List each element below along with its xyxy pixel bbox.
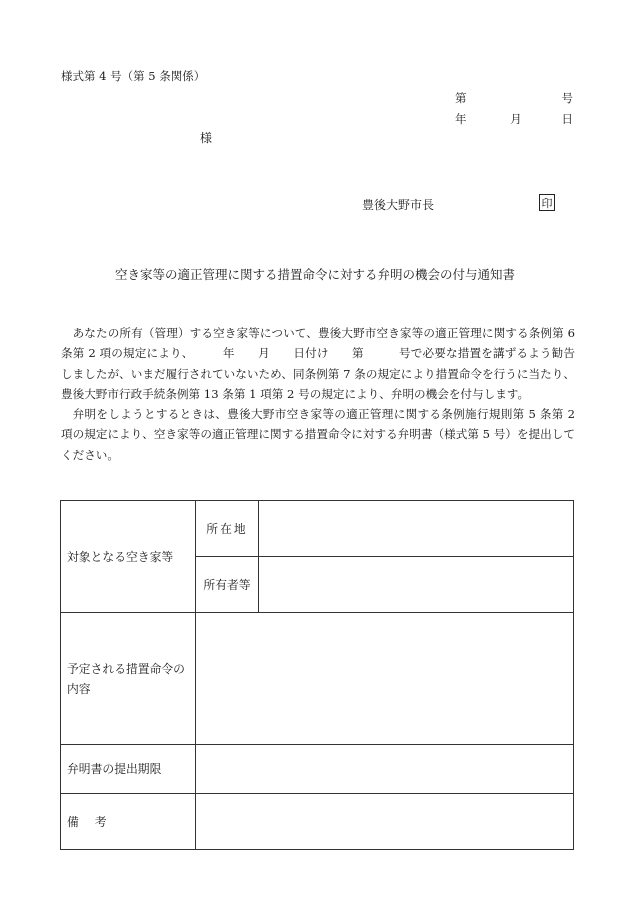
seal-mark: 印 [539, 194, 555, 211]
planned-order-value-cell [196, 613, 574, 745]
body-paragraph-2: 弁明をしようとするときは、豊後大野市空き家等の適正管理に関する条例施行規則第 5 条第 2 項の規定により、空き家等の適正管理に関する措置命令に対する弁明書（様式第 5 号）を提出してください。 [61, 407, 575, 462]
table-row [61, 745, 574, 794]
table-row [61, 794, 574, 850]
target-property-label: 対象となる空き家等 [61, 501, 196, 613]
table-row [61, 613, 574, 745]
date-row [455, 111, 573, 132]
document-number-date-block [455, 90, 573, 132]
date-year: 年 [455, 112, 467, 126]
form-number: 様式第 4 号（第 5 条関係） [61, 69, 206, 83]
submission-deadline-label: 弁明書の提出期限 [61, 745, 196, 794]
notice-details-table [60, 500, 574, 850]
date-day: 日 [561, 112, 573, 126]
issuer-title: 豊後大野市長 [362, 198, 435, 212]
planned-order-label: 予定される措置命令の内容 [61, 613, 196, 745]
submission-deadline-value-cell [196, 745, 574, 794]
owner-label: 所有者等 [196, 557, 259, 613]
body-paragraph-1: あなたの所有（管理）する空き家等について、豊後大野市空き家等の適正管理に関する条例第 6 条第 2 項の規定により、 年 月 日付け 第 号で必要な措置を講ずるよう勧告しましたが、いまだ履行されていないため、同条例第 7 条の規定により措置命令を行うに当たり、豊後大野市行政手続条例第 13 条第 1 項第 2 号の規定により、弁明の機会を付与します。 [61, 326, 575, 401]
notice-body [61, 323, 575, 465]
location-label: 所在地 [196, 501, 259, 557]
remarks-label: 備考 [61, 794, 196, 850]
location-value-cell [259, 501, 574, 557]
document-number-row [455, 90, 573, 111]
document-title: 空き家等の適正管理に関する措置命令に対する弁明の機会の付与通知書 [114, 267, 515, 282]
table-row [61, 501, 574, 557]
remarks-value-cell [196, 794, 574, 850]
owner-value-cell [259, 557, 574, 613]
number-prefix: 第 [455, 91, 467, 105]
number-suffix: 号 [561, 91, 573, 105]
addressee-honorific: 様 [200, 131, 213, 145]
date-month: 月 [510, 112, 522, 126]
